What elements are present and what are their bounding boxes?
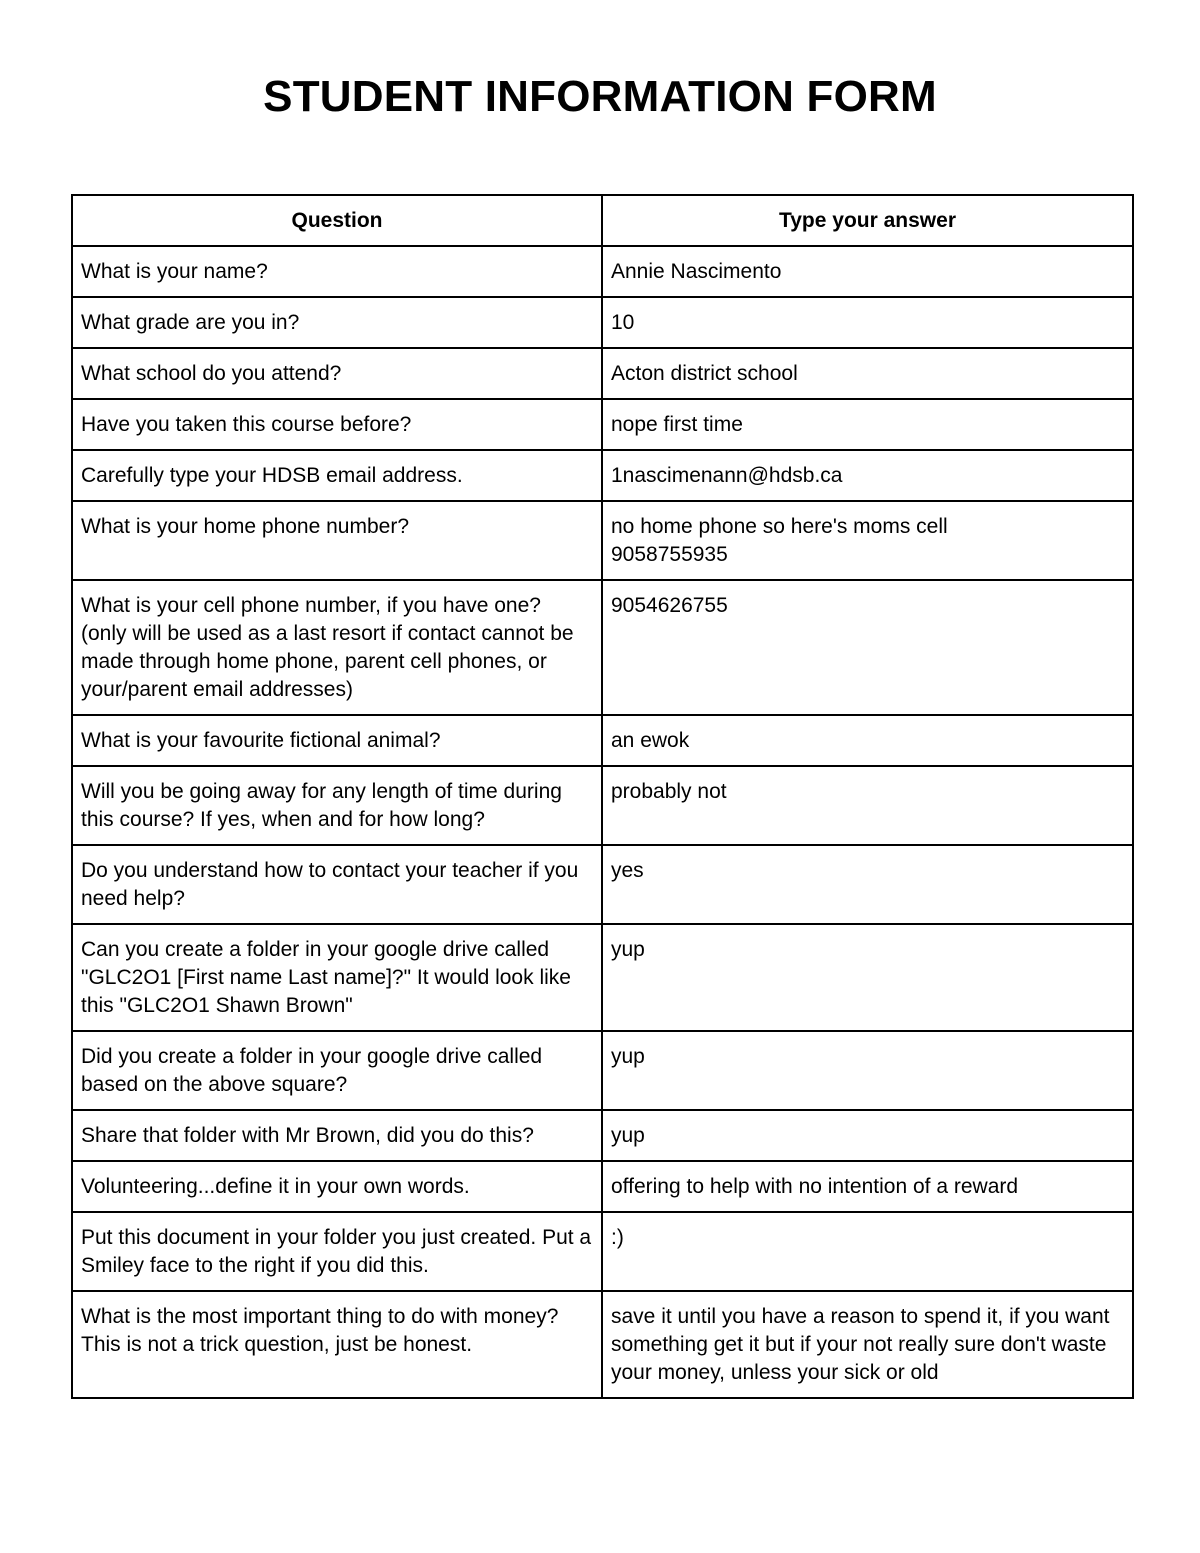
question-cell: Carefully type your HDSB email address. — [72, 450, 602, 501]
answer-cell[interactable]: yup — [602, 1110, 1133, 1161]
answer-cell[interactable]: 1nascimenann@hdsb.ca — [602, 450, 1133, 501]
question-cell: What is your home phone number? — [72, 501, 602, 580]
table-row — [72, 1110, 1133, 1161]
answer-cell[interactable]: an ewok — [602, 715, 1133, 766]
table-row — [72, 580, 1133, 715]
answer-cell[interactable]: nope first time — [602, 399, 1133, 450]
question-cell: Do you understand how to contact your teacher if you need help? — [72, 845, 602, 924]
table-row — [72, 450, 1133, 501]
table-row — [72, 246, 1133, 297]
table-row — [72, 845, 1133, 924]
table-row — [72, 501, 1133, 580]
table-row — [72, 1291, 1133, 1398]
table-row — [72, 348, 1133, 399]
question-cell: Volunteering...define it in your own words. — [72, 1161, 602, 1212]
table-row — [72, 924, 1133, 1031]
answer-cell[interactable]: Acton district school — [602, 348, 1133, 399]
table-row — [72, 1161, 1133, 1212]
question-cell: Did you create a folder in your google drive called based on the above square? — [72, 1031, 602, 1110]
question-cell: What is the most important thing to do with money? This is not a trick question, just be honest. — [72, 1291, 602, 1398]
table-row — [72, 297, 1133, 348]
answer-cell[interactable]: probably not — [602, 766, 1133, 845]
answer-column-header: Type your answer — [602, 195, 1133, 246]
answer-cell[interactable]: Annie Nascimento — [602, 246, 1133, 297]
question-cell: What is your cell phone number, if you have one? (only will be used as a last resort if contact cannot be made through home phone, parent cell phones, or your/parent email addresses) — [72, 580, 602, 715]
answer-cell[interactable]: yes — [602, 845, 1133, 924]
answer-cell[interactable]: no home phone so here's moms cell 9058755935 — [602, 501, 1133, 580]
table-header-row — [72, 195, 1133, 246]
question-cell: What school do you attend? — [72, 348, 602, 399]
question-cell: Share that folder with Mr Brown, did you do this? — [72, 1110, 602, 1161]
table-row — [72, 715, 1133, 766]
question-cell: Have you taken this course before? — [72, 399, 602, 450]
answer-cell[interactable]: :) — [602, 1212, 1133, 1291]
question-cell: Put this document in your folder you just created. Put a Smiley face to the right if you did this. — [72, 1212, 602, 1291]
question-cell: Will you be going away for any length of time during this course? If yes, when and for how long? — [72, 766, 602, 845]
student-info-table — [71, 194, 1134, 1399]
table-row — [72, 766, 1133, 845]
answer-cell[interactable]: save it until you have a reason to spend it, if you want something get it but if your not really sure don't waste your money, unless your sick or old — [602, 1291, 1133, 1398]
answer-cell[interactable]: yup — [602, 924, 1133, 1031]
answer-cell[interactable]: 10 — [602, 297, 1133, 348]
question-column-header: Question — [72, 195, 602, 246]
table-row — [72, 1031, 1133, 1110]
answer-cell[interactable]: yup — [602, 1031, 1133, 1110]
question-cell: Can you create a folder in your google drive called "GLC2O1 [First name Last name]?" It would look like this "GLC2O1 Shawn Brown" — [72, 924, 602, 1031]
page-title: STUDENT INFORMATION FORM — [263, 72, 937, 121]
table-row — [72, 399, 1133, 450]
question-cell: What is your name? — [72, 246, 602, 297]
table-row — [72, 1212, 1133, 1291]
question-cell: What grade are you in? — [72, 297, 602, 348]
question-cell: What is your favourite fictional animal? — [72, 715, 602, 766]
answer-cell[interactable]: offering to help with no intention of a reward — [602, 1161, 1133, 1212]
answer-cell[interactable]: 9054626755 — [602, 580, 1133, 715]
